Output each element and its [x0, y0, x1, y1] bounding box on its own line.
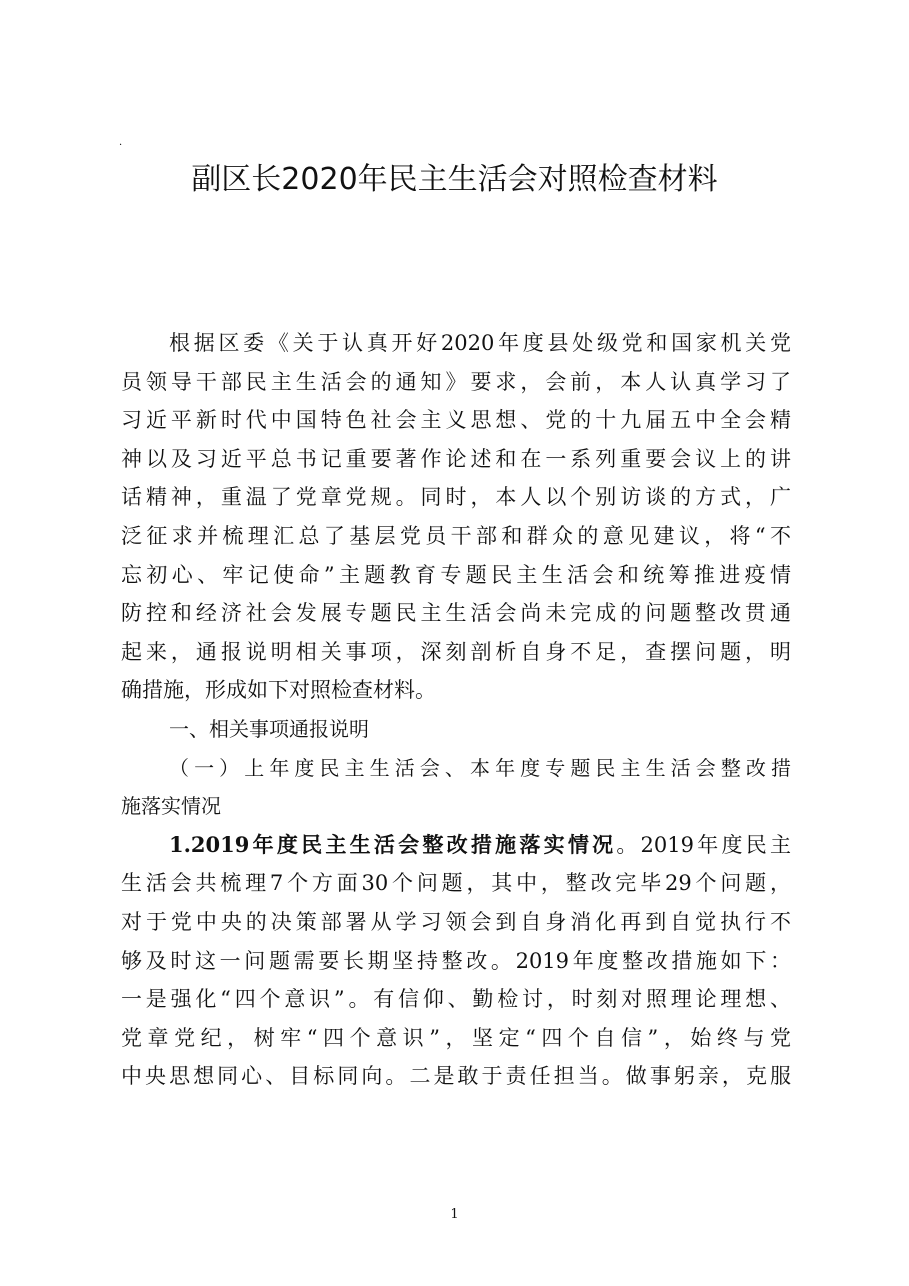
paragraph-line: 一是强化“四个意识”。有信仰、勤检讨，时刻对照理论理想、 [121, 987, 791, 1012]
item-first-line [121, 826, 791, 865]
paragraph-line: 起来，通报说明相关事项，深刻剖析自身不足，查摆问题，明 [121, 639, 791, 664]
item-paragraph [121, 826, 791, 1096]
paragraph-line: 泛征求并梳理汇总了基层党员干部和群众的意见建议，将“不 [121, 523, 791, 548]
margin-dot: · [119, 140, 123, 151]
item-heading: 1.2019年度民主生活会整改措施落实情况 [169, 831, 617, 857]
page-number: 1 [450, 1207, 459, 1222]
paragraph-line: 够及时这一问题需要长期坚持整改。2019年度整改措施如下： [121, 948, 791, 973]
paragraph-line: 对于党中央的决策部署从学习领会到自身消化再到自觉执行不 [121, 909, 791, 934]
subsection-heading-line: （一）上年度民主生活会、本年度专题民主生活会整改措 [169, 755, 791, 780]
paragraph-line: 防控和经济社会发展专题民主生活会尚未完成的问题整改贯通 [121, 601, 791, 626]
paragraph-line: 党章党纪，树牢“四个意识”，坚定“四个自信”，始终与党 [121, 1025, 791, 1050]
paragraph-line: 话精神，重温了党章党规。同时，本人以个别访谈的方式，广 [121, 485, 791, 510]
section-heading: 一、相关事项通报说明 [169, 716, 369, 741]
intro-paragraph [121, 324, 791, 710]
paragraph-line: 习近平新时代中国特色社会主义思想、党的十九届五中全会精 [121, 408, 791, 433]
paragraph-line: 生活会共梳理7个方面30个问题，其中，整改完毕29个问题， [121, 871, 791, 896]
paragraph-line: 忘初心、牢记使命”主题教育专题民主生活会和统筹推进疫情 [121, 562, 791, 587]
document-title: 副区长2020年民主生活会对照检查材料 [191, 162, 718, 197]
paragraph-line: 神以及习近平总书记重要著作论述和在一系列重要会议上的讲 [121, 446, 791, 471]
document-body [121, 324, 791, 1096]
paragraph-line: 根据区委《关于认真开好2020年度县处级党和国家机关党 [169, 331, 791, 355]
paragraph-line: 中央思想同心、目标同向。二是敢于责任担当。做事躬亲，克服 [121, 1064, 791, 1089]
subsection-heading-line: 施落实情况 [121, 794, 221, 819]
paragraph-line: 员领导干部民主生活会的通知》要求，会前，本人认真学习了 [121, 369, 791, 394]
paragraph-line: 确措施，形成如下对照检查材料。 [121, 678, 436, 703]
item-heading-continuation: 。2019年度民主 [616, 832, 791, 857]
subsection-heading [121, 749, 791, 826]
